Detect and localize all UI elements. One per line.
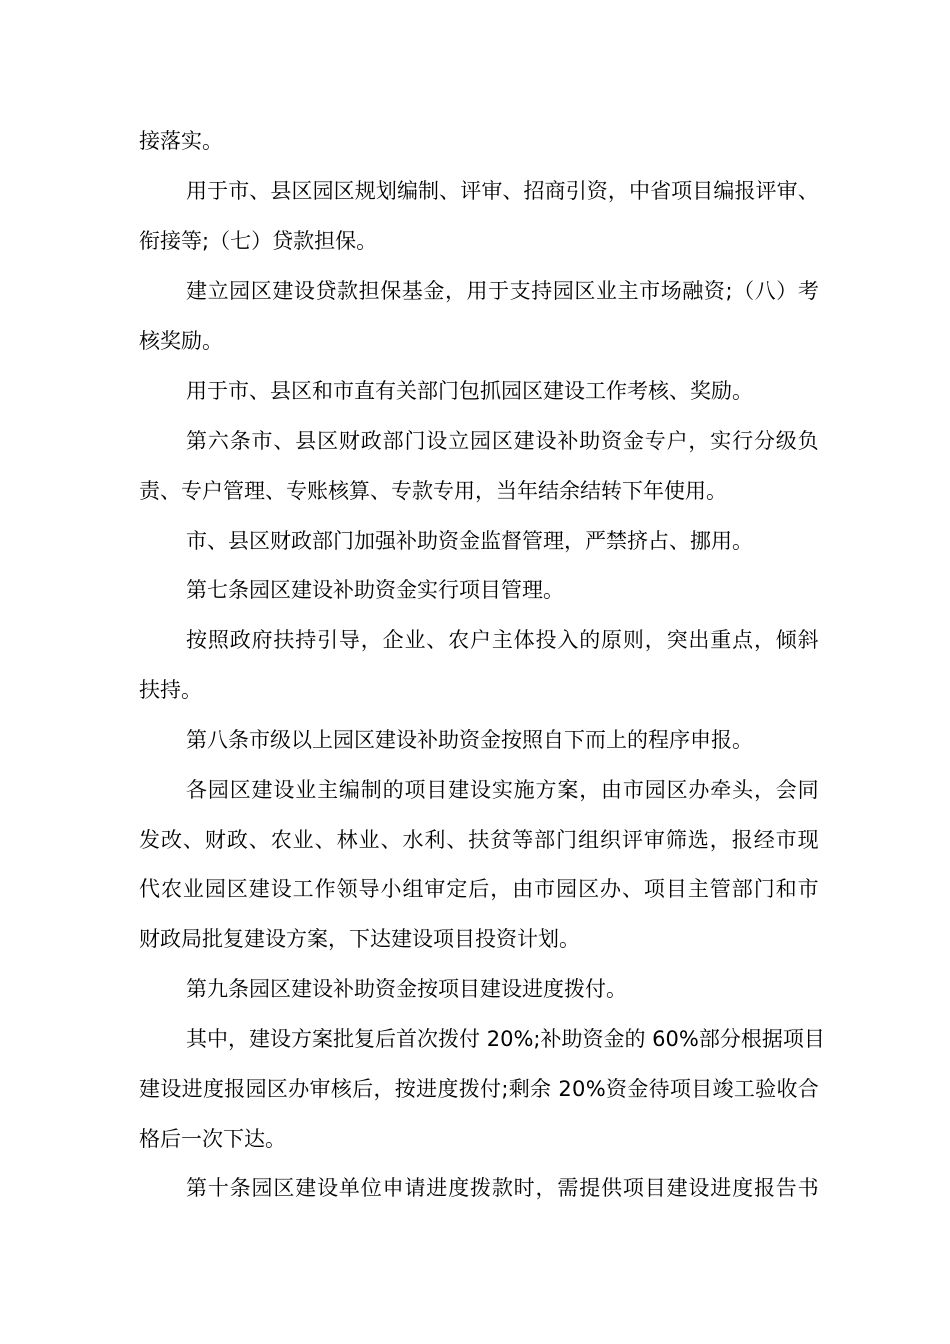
- text-line: 建 设 进 度 报 园 区 办 审 核 后 ， 按 进 度 拨 付 ; 剩 余 2 0 % 资 金 待 项 目 竣 工 验 收 合: [139, 1077, 819, 1101]
- text-line: 财政局批复建设方案，下达建设项目投资计划。: [139, 927, 580, 951]
- text-line: 代 农 业 园 区 建 设 工 作 领 导 小 组 审 定 后 ， 由 市 园 区 办 、 项 目 主 管 部 门 和 市: [139, 877, 819, 901]
- paragraph-line: 建 立 园 区 建 设 贷 款 担 保 基 金 ， 用 于 支 持 园 区 业 主 市 场 融 资 ; （ 八 ） 考: [186, 279, 819, 303]
- text-line: 责、专户管理、专账核算、专款专用，当年结余结转下年使用。: [139, 479, 727, 503]
- paragraph-line: 第七条园区建设补助资金实行项目管理。: [186, 578, 564, 602]
- text-line: 格后一次下达。: [139, 1127, 286, 1151]
- paragraph-line: 其 中 ， 建 设 方 案 批 复 后 首 次 拨 付 2 0 % ; 补 助 资 金 的 6 0 % 部 分 根 据 项 目: [186, 1027, 825, 1051]
- paragraph-line: 第八条市级以上园区建设补助资金按照自下而上的程序申报。: [186, 728, 753, 752]
- text-line: 核奖励。: [139, 329, 223, 353]
- paragraph-line: 第 六 条 市 、 县 区 财 政 部 门 设 立 园 区 建 设 补 助 资 金 专 户 ， 实 行 分 级 负: [186, 429, 819, 453]
- paragraph-line: 第 十 条 园 区 建 设 单 位 申 请 进 度 拨 款 时 ， 需 提 供 项 目 建 设 进 度 报 告 书: [186, 1176, 819, 1200]
- paragraph-line: 用 于 市 、 县 区 园 区 规 划 编 制 、 评 审 、 招 商 引 资 ， 中 省 项 目 编 报 评 审 、: [186, 179, 819, 203]
- text-line: 扶持。: [139, 678, 202, 702]
- paragraph-line: 按 照 政 府 扶 持 引 导 ， 企 业 、 农 户 主 体 投 入 的 原 则 ， 突 出 重 点 ， 倾 斜: [186, 628, 819, 652]
- paragraph-line: 用于市、县区和市直有关部门包抓园区建设工作考核、奖励。: [186, 379, 753, 403]
- text-line: 接落实。: [139, 129, 223, 153]
- text-line: 衔接等;（七）贷款担保。: [139, 229, 378, 253]
- paragraph-line: 第九条园区建设补助资金按项目建设进度拨付。: [186, 977, 627, 1001]
- text-line: 发 改 、 财 政 、 农 业 、 林 业 、 水 利 、 扶 贫 等 部 门 组 织 评 审 筛 选 ， 报 经 市 现: [139, 828, 819, 852]
- paragraph-line: 市、县区财政部门加强补助资金监督管理，严禁挤占、挪用。: [186, 529, 753, 553]
- paragraph-line: 各 园 区 建 设 业 主 编 制 的 项 目 建 设 实 施 方 案 ， 由 市 园 区 办 牵 头 ， 会 同: [186, 778, 819, 802]
